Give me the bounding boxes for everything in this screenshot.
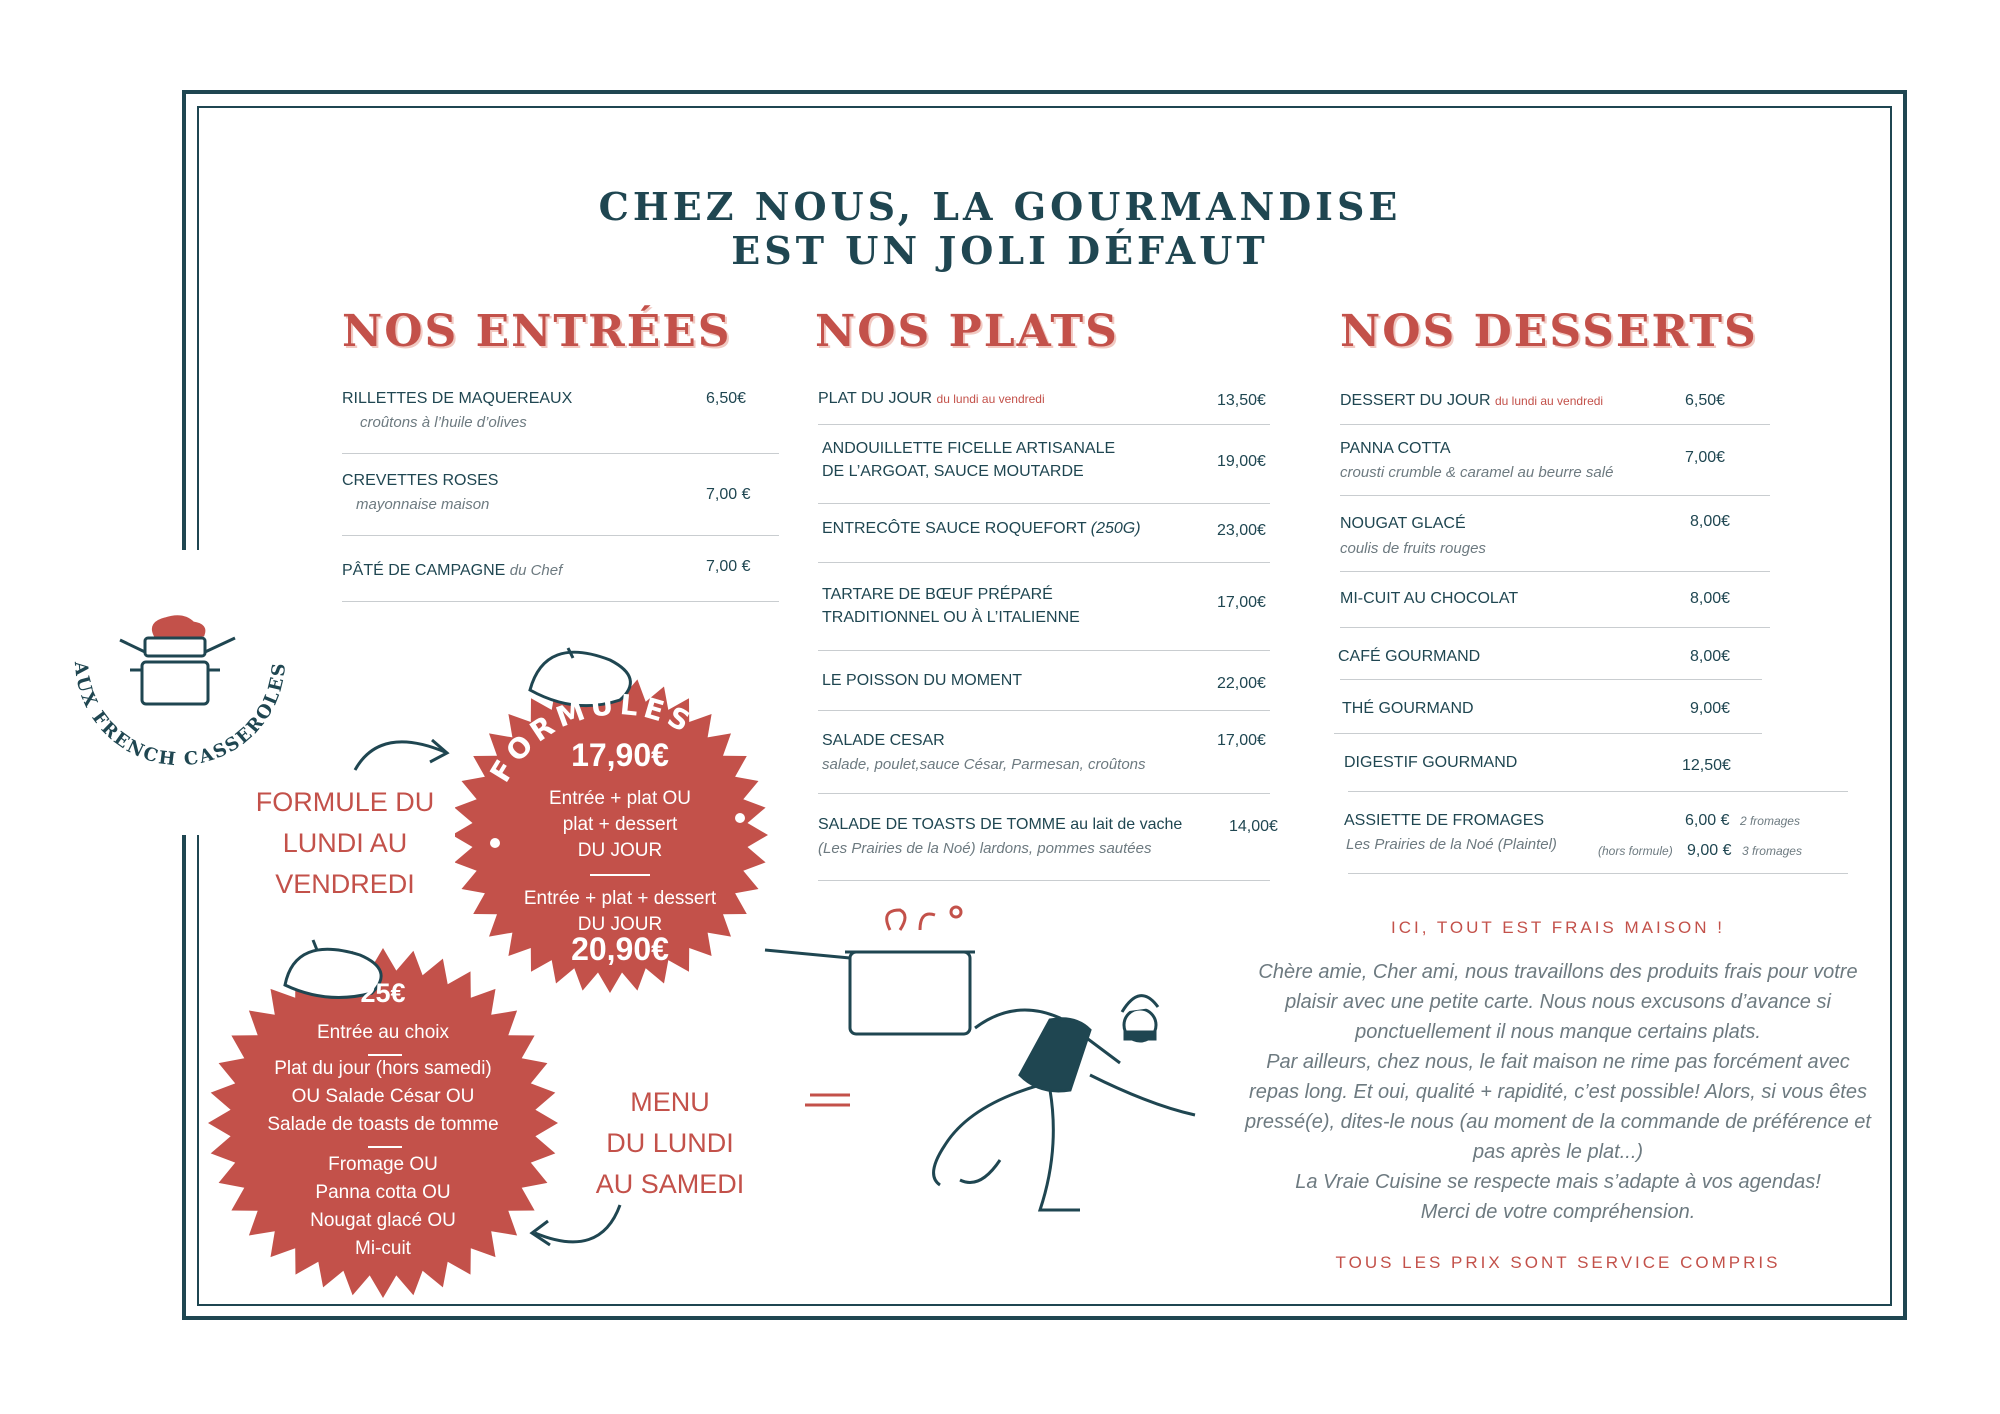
entree-price: 7,00 € <box>706 558 751 575</box>
dessert-name: NOUGAT GLACÉ <box>1340 515 1466 532</box>
dessert-price: 12,50€ <box>1682 757 1731 774</box>
logo <box>60 590 300 790</box>
info-line: ponctuellement il nous manque certains plats. <box>1355 1021 1761 1043</box>
entree-name: CREVETTES ROSES <box>342 472 499 489</box>
dessert-price-row <box>1685 812 1800 830</box>
divider <box>1348 873 1848 874</box>
plat-name: SALADE CESAR <box>822 732 945 749</box>
divider <box>818 503 1270 504</box>
menu-label-line: DU LUNDI <box>606 1128 734 1158</box>
plat-name: SALADE DE TOASTS DE TOMME <box>818 816 1066 833</box>
plat-name-suffix: au lait de vache <box>1070 816 1183 833</box>
divider <box>342 601 779 602</box>
plat-name: PLAT DU JOUR <box>818 390 933 407</box>
entrees-title: NOS ENTRÉES <box>342 306 732 357</box>
fromage-note: 2 fromages <box>1739 814 1800 828</box>
dessert-note: du lundi au vendredi <box>1495 394 1604 408</box>
plat-row <box>822 520 1141 538</box>
casserole-logo-icon <box>120 617 235 704</box>
dessert-name: DESSERT DU JOUR <box>1340 392 1491 409</box>
divider <box>1340 627 1770 628</box>
menu-line: OU Salade César OU <box>291 1086 475 1107</box>
menu-line: Salade de toasts de tomme <box>267 1114 499 1135</box>
plat-desc: salade, poulet,sauce César, Parmesan, croûtons <box>822 756 1146 773</box>
dot-icon <box>490 838 500 848</box>
menu-label-line: AU SAMEDI <box>595 1169 745 1199</box>
dessert-desc: crousti crumble & caramel au beurre salé <box>1340 464 1614 481</box>
formule-line: plat + dessert <box>562 814 678 835</box>
menu-line: Nougat glacé OU <box>310 1210 456 1231</box>
info-line: repas long. Et oui, qualité + rapidité, c’est possible! Alors, si vous êtes <box>1249 1081 1867 1103</box>
formule-label-line: VENDREDI <box>275 869 415 899</box>
formule-price-2: 20,90€ <box>571 931 669 967</box>
divider <box>1340 495 1770 496</box>
divider <box>818 880 1270 881</box>
info-line: Chère amie, Cher ami, nous travaillons des produits frais pour votre <box>1258 961 1858 983</box>
info-line: pressé(e), dites-le nous (au moment de la commande de préférence et <box>1245 1111 1871 1133</box>
fromage-note: 3 fromages <box>1741 844 1802 858</box>
menu-line: Panna cotta OU <box>315 1182 451 1203</box>
plat-price: 17,00€ <box>1217 732 1266 749</box>
menu-label-line: MENU <box>630 1087 710 1117</box>
logo-text: AUX FRENCH CASSEROLES <box>69 660 291 771</box>
dessert-desc: Les Prairies de la Noé (Plaintel) <box>1346 836 1557 853</box>
info-footer: TOUS LES PRIX SONT SERVICE COMPRIS <box>1335 1253 1781 1272</box>
chef-icon <box>765 950 1195 1210</box>
divider <box>590 874 650 876</box>
menu-line: Entrée au choix <box>316 1022 450 1043</box>
dessert-desc: coulis de fruits rouges <box>1340 540 1486 557</box>
plat-name-line2: TRADITIONNEL OU À L’ITALIENNE <box>822 609 1080 626</box>
entree-desc: du Chef <box>509 562 563 579</box>
divider <box>1340 571 1770 572</box>
divider <box>368 1146 402 1148</box>
divider <box>1348 791 1848 792</box>
entree-price: 6,50€ <box>706 390 747 407</box>
plat-price: 22,00€ <box>1217 675 1266 692</box>
formule-line: Entrée + plat + dessert <box>523 888 717 909</box>
info-line: Par ailleurs, chez nous, le fait maison ne rime pas forcément avec <box>1266 1051 1850 1073</box>
plat-name: ENTRECÔTE SAUCE ROQUEFORT <box>822 520 1087 537</box>
plat-name: LE POISSON DU MOMENT <box>822 672 1023 689</box>
info-line: pas après le plat...) <box>1472 1141 1644 1163</box>
formules-badge: FORMULES <box>483 687 700 788</box>
dessert-price: 9,00€ <box>1690 700 1731 717</box>
formule-label-line: LUNDI AU <box>282 828 408 858</box>
info-line: Merci de votre compréhension. <box>1420 1201 1696 1223</box>
formule-line: Entrée + plat OU <box>548 788 692 809</box>
entree-name-row <box>342 562 562 580</box>
plat-name-line2: DE L’ARGOAT, SAUCE MOUTARDE <box>822 463 1084 480</box>
info-paragraph <box>1218 957 1898 1227</box>
menu-price: 25€ <box>360 978 406 1008</box>
divider <box>818 793 1270 794</box>
dessert-name: ASSIETTE DE FROMAGES <box>1344 812 1545 829</box>
dessert-name: PANNA COTTA <box>1340 440 1451 457</box>
dessert-price: 8,00€ <box>1690 590 1731 607</box>
divider <box>818 710 1270 711</box>
divider <box>818 650 1270 651</box>
hors-formule-note: (hors formule) <box>1598 844 1673 858</box>
plat-row <box>818 390 1045 408</box>
plat-note: du lundi au vendredi <box>936 392 1045 406</box>
desserts-title: NOS DESSERTS <box>1340 306 1758 357</box>
plat-detail: (250G) <box>1090 520 1141 537</box>
formule-label-line: FORMULE DU <box>255 787 435 817</box>
plat-price: 19,00€ <box>1217 453 1266 470</box>
formule-line: DU JOUR <box>577 914 663 935</box>
divider <box>818 562 1270 563</box>
menu-label <box>570 1082 770 1205</box>
plat-price: 23,00€ <box>1217 522 1266 539</box>
plat-price: 14,00€ <box>1229 818 1278 835</box>
divider <box>342 453 779 454</box>
entree-desc: croûtons à l’huile d’olives <box>360 414 527 431</box>
entree-price: 7,00 € <box>706 486 751 503</box>
dessert-price: 8,00€ <box>1690 648 1731 665</box>
arrow-right-icon <box>350 720 465 780</box>
headline-line-1: CHEZ NOUS, LA GOURMANDISE <box>598 184 1402 229</box>
formule-price-1: 17,90€ <box>571 737 669 773</box>
plat-name: ANDOUILLETTE FICELLE ARTISANALE <box>822 440 1116 457</box>
dessert-name: MI-CUIT AU CHOCOLAT <box>1340 590 1519 607</box>
entree-name: PÂTÉ DE CAMPAGNE <box>342 562 506 579</box>
info-line: plaisir avec une petite carte. Nous nous excusons d’avance si <box>1285 991 1831 1013</box>
divider <box>1340 424 1770 425</box>
chef-illustration <box>760 900 1220 1260</box>
plat-price: 17,00€ <box>1217 594 1266 611</box>
plat-name: TARTARE DE BŒUF PRÉPARÉ <box>822 586 1053 603</box>
dessert-price: 6,00 € <box>1685 812 1730 829</box>
dessert-name: THÉ GOURMAND <box>1342 700 1474 717</box>
dessert-name: CAFÉ GOURMAND <box>1338 648 1481 665</box>
menu-line: Mi-cuit <box>355 1238 411 1259</box>
divider <box>342 535 779 536</box>
headline-line-2: EST UN JOLI DÉFAUT <box>731 228 1269 273</box>
plats-title: NOS PLATS <box>815 306 1119 357</box>
info-line: La Vraie Cuisine se respecte mais s’adapte à vos agendas! <box>1295 1171 1821 1193</box>
divider <box>1334 733 1762 734</box>
dessert-row <box>1340 392 1603 410</box>
formule-label <box>240 782 450 905</box>
plat-price: 13,50€ <box>1217 392 1266 409</box>
dessert-price: 6,50€ <box>1685 392 1726 409</box>
plat-row <box>818 816 1182 834</box>
dessert-price: 9,00 € <box>1687 842 1732 859</box>
plat-desc: (Les Prairies de la Noé) lardons, pommes sautées <box>818 840 1152 857</box>
entree-name: RILLETTES DE MAQUEREAUX <box>342 390 573 407</box>
menu-line: Fromage OU <box>328 1154 438 1175</box>
dessert-name: DIGESTIF GOURMAND <box>1344 754 1518 771</box>
formule-line: DU JOUR <box>577 840 663 861</box>
menu-line: Plat du jour (hors samedi) <box>274 1058 492 1079</box>
svg-text:AUX FRENCH CASSEROLES <box>70 660 291 771</box>
dessert-price: 7,00€ <box>1685 449 1726 466</box>
info-heading: ICI, TOUT EST FRAIS MAISON ! <box>1390 918 1725 937</box>
entree-desc: mayonnaise maison <box>356 496 490 513</box>
arrow-left-icon <box>520 1195 630 1265</box>
divider <box>1340 679 1762 680</box>
dessert-price-row <box>1687 842 1802 860</box>
divider <box>818 424 1270 425</box>
dessert-price: 8,00€ <box>1690 513 1731 530</box>
